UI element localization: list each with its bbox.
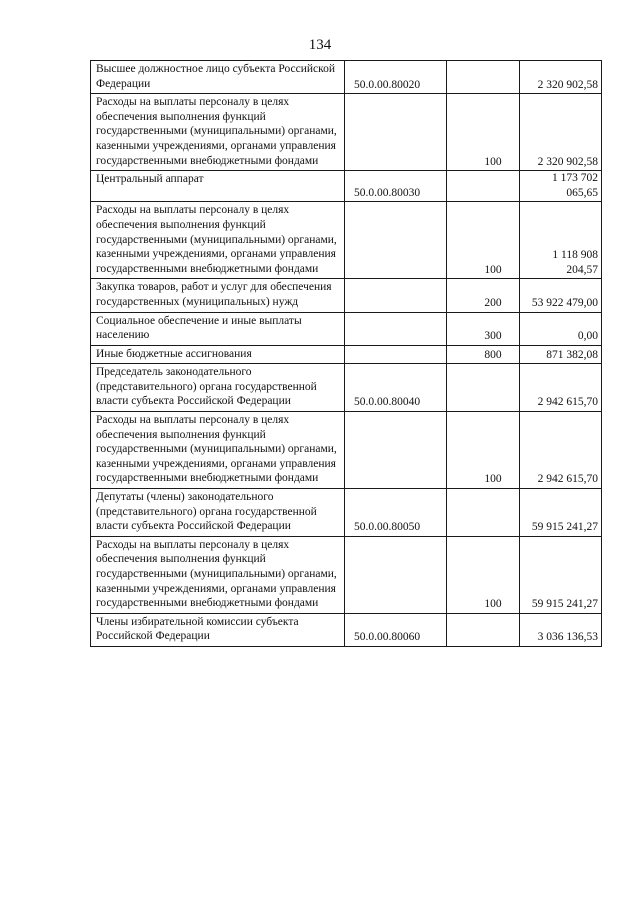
target-code bbox=[345, 202, 447, 279]
target-code bbox=[345, 94, 447, 171]
target-code: 50.0.00.80050 bbox=[345, 489, 447, 537]
budget-table-body bbox=[91, 61, 602, 647]
target-code: 50.0.00.80030 bbox=[345, 171, 447, 202]
amount: 2 320 902,58 bbox=[520, 61, 602, 94]
budget-table bbox=[90, 60, 602, 647]
table-row bbox=[91, 489, 602, 537]
amount: 871 382,08 bbox=[520, 345, 602, 364]
expense-name: Члены избирательной комиссии субъекта Российской Федерации bbox=[91, 613, 345, 646]
table-row bbox=[91, 345, 602, 364]
expense-name: Расходы на выплаты персоналу в целях обеспечения выполнения функций государственными (муниципальными) органами, казенными учреждениями, органами управления государственными внебюджетными фондами bbox=[91, 202, 345, 279]
amount: 2 320 902,58 bbox=[520, 94, 602, 171]
table-row bbox=[91, 412, 602, 489]
expense-type-code: 800 bbox=[447, 345, 520, 364]
amount: 53 922 479,00 bbox=[520, 279, 602, 312]
target-code: 50.0.00.80060 bbox=[345, 613, 447, 646]
amount: 2 942 615,70 bbox=[520, 364, 602, 412]
target-code bbox=[345, 279, 447, 312]
table-row bbox=[91, 94, 602, 171]
expense-type-code bbox=[447, 171, 520, 202]
expense-type-code: 100 bbox=[447, 536, 520, 613]
table-row bbox=[91, 536, 602, 613]
page-number: 134 bbox=[308, 37, 332, 53]
expense-name: Расходы на выплаты персоналу в целях обеспечения выполнения функций государственными (муниципальными) органами, казенными учреждениями, органами управления государственными внебюджетными фондами bbox=[91, 536, 345, 613]
expense-name: Социальное обеспечение и иные выплаты населению bbox=[91, 312, 345, 345]
expense-name: Расходы на выплаты персоналу в целях обеспечения выполнения функций государственными (муниципальными) органами, казенными учреждениями, органами управления государственными внебюджетными фондами bbox=[91, 412, 345, 489]
amount: 3 036 136,53 bbox=[520, 613, 602, 646]
amount: 59 915 241,27 bbox=[520, 536, 602, 613]
table-row bbox=[91, 279, 602, 312]
expense-name: Иные бюджетные ассигнования bbox=[91, 345, 345, 364]
expense-type-code: 200 bbox=[447, 279, 520, 312]
expense-type-code bbox=[447, 489, 520, 537]
table-row bbox=[91, 364, 602, 412]
target-code: 50.0.00.80020 bbox=[345, 61, 447, 94]
expense-name: Закупка товаров, работ и услуг для обеспечения государственных (муниципальных) нужд bbox=[91, 279, 345, 312]
target-code bbox=[345, 345, 447, 364]
amount: 1 118 908 204,57 bbox=[520, 202, 602, 279]
target-code bbox=[345, 412, 447, 489]
table-row bbox=[91, 61, 602, 94]
target-code bbox=[345, 536, 447, 613]
amount: 1 173 702 065,65 bbox=[520, 171, 602, 202]
expense-type-code bbox=[447, 613, 520, 646]
table-row bbox=[91, 202, 602, 279]
amount: 2 942 615,70 bbox=[520, 412, 602, 489]
expense-type-code: 100 bbox=[447, 412, 520, 489]
expense-type-code bbox=[447, 61, 520, 94]
expense-name: Председатель законодательного (представительного) органа государственной власти субъекта Российской Федерации bbox=[91, 364, 345, 412]
expense-type-code: 100 bbox=[447, 94, 520, 171]
expense-name: Расходы на выплаты персоналу в целях обеспечения выполнения функций государственными (муниципальными) органами, казенными учреждениями, органами управления государственными внебюджетными фондами bbox=[91, 94, 345, 171]
expense-type-code: 300 bbox=[447, 312, 520, 345]
expense-name: Центральный аппарат bbox=[91, 171, 345, 202]
expense-type-code bbox=[447, 364, 520, 412]
table-row bbox=[91, 171, 602, 202]
expense-name: Депутаты (члены) законодательного (представительного) органа государственной власти субъекта Российской Федерации bbox=[91, 489, 345, 537]
expense-name: Высшее должностное лицо субъекта Российской Федерации bbox=[91, 61, 345, 94]
table-row bbox=[91, 613, 602, 646]
amount: 59 915 241,27 bbox=[520, 489, 602, 537]
expense-type-code: 100 bbox=[447, 202, 520, 279]
target-code: 50.0.00.80040 bbox=[345, 364, 447, 412]
amount: 0,00 bbox=[520, 312, 602, 345]
target-code bbox=[345, 312, 447, 345]
table-row bbox=[91, 312, 602, 345]
